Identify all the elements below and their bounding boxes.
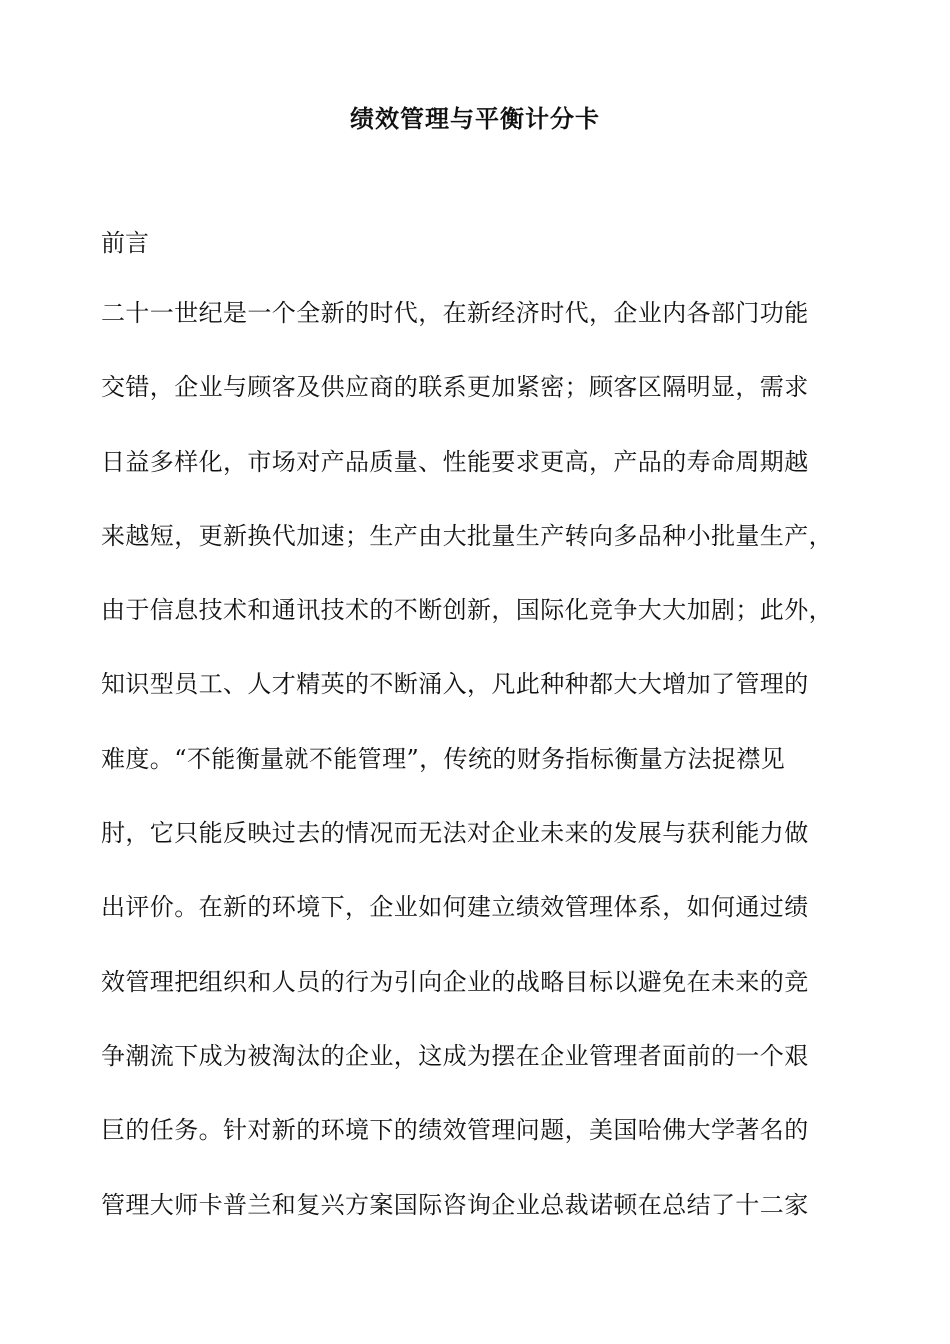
document-title: 绩效管理与平衡计分卡 [350, 104, 600, 133]
paragraph-line: 巨的任务。针对新的环境下的绩效管理问题，美国哈佛大学著名的 [101, 1116, 809, 1145]
paragraph-line: 管理大师卡普兰和复兴方案国际咨询企业总裁诺顿在总结了十二家 [101, 1190, 809, 1219]
paragraph-line: 来越短，更新换代加速；生产由大批量生产转向多品种小批量生产， [101, 521, 833, 550]
paragraph-line: 难度。“不能衡量就不能管理”，传统的财务指标衡量方法捉襟见 [101, 744, 786, 773]
body-paragraph [101, 295, 861, 1261]
section-heading-preface: 前言 [101, 229, 149, 257]
paragraph-line: 由于信息技术和通讯技术的不断创新，国际化竞争大大加剧；此外， [101, 596, 833, 625]
paragraph-line: 出评价。在新的环境下，企业如何建立绩效管理体系，如何通过绩 [101, 893, 809, 922]
paragraph-line: 交错，企业与顾客及供应商的联系更加紧密；顾客区隔明显，需求 [101, 373, 809, 402]
paragraph-line: 肘，它只能反映过去的情况而无法对企业未来的发展与获利能力做 [101, 819, 809, 848]
paragraph-line: 知识型员工、人才精英的不断涌入，凡此种种都大大增加了管理的 [101, 670, 809, 699]
paragraph-line: 二十一世纪是一个全新的时代，在新经济时代，企业内各部门功能 [101, 299, 809, 327]
paragraph-line: 争潮流下成为被淘汰的企业，这成为摆在企业管理者面前的一个艰 [101, 1041, 809, 1070]
paragraph-line: 效管理把组织和人员的行为引向企业的战略目标以避免在未来的竞 [101, 967, 809, 996]
paragraph-line: 日益多样化，市场对产品质量、性能要求更高，产品的寿命周期越 [101, 447, 809, 476]
